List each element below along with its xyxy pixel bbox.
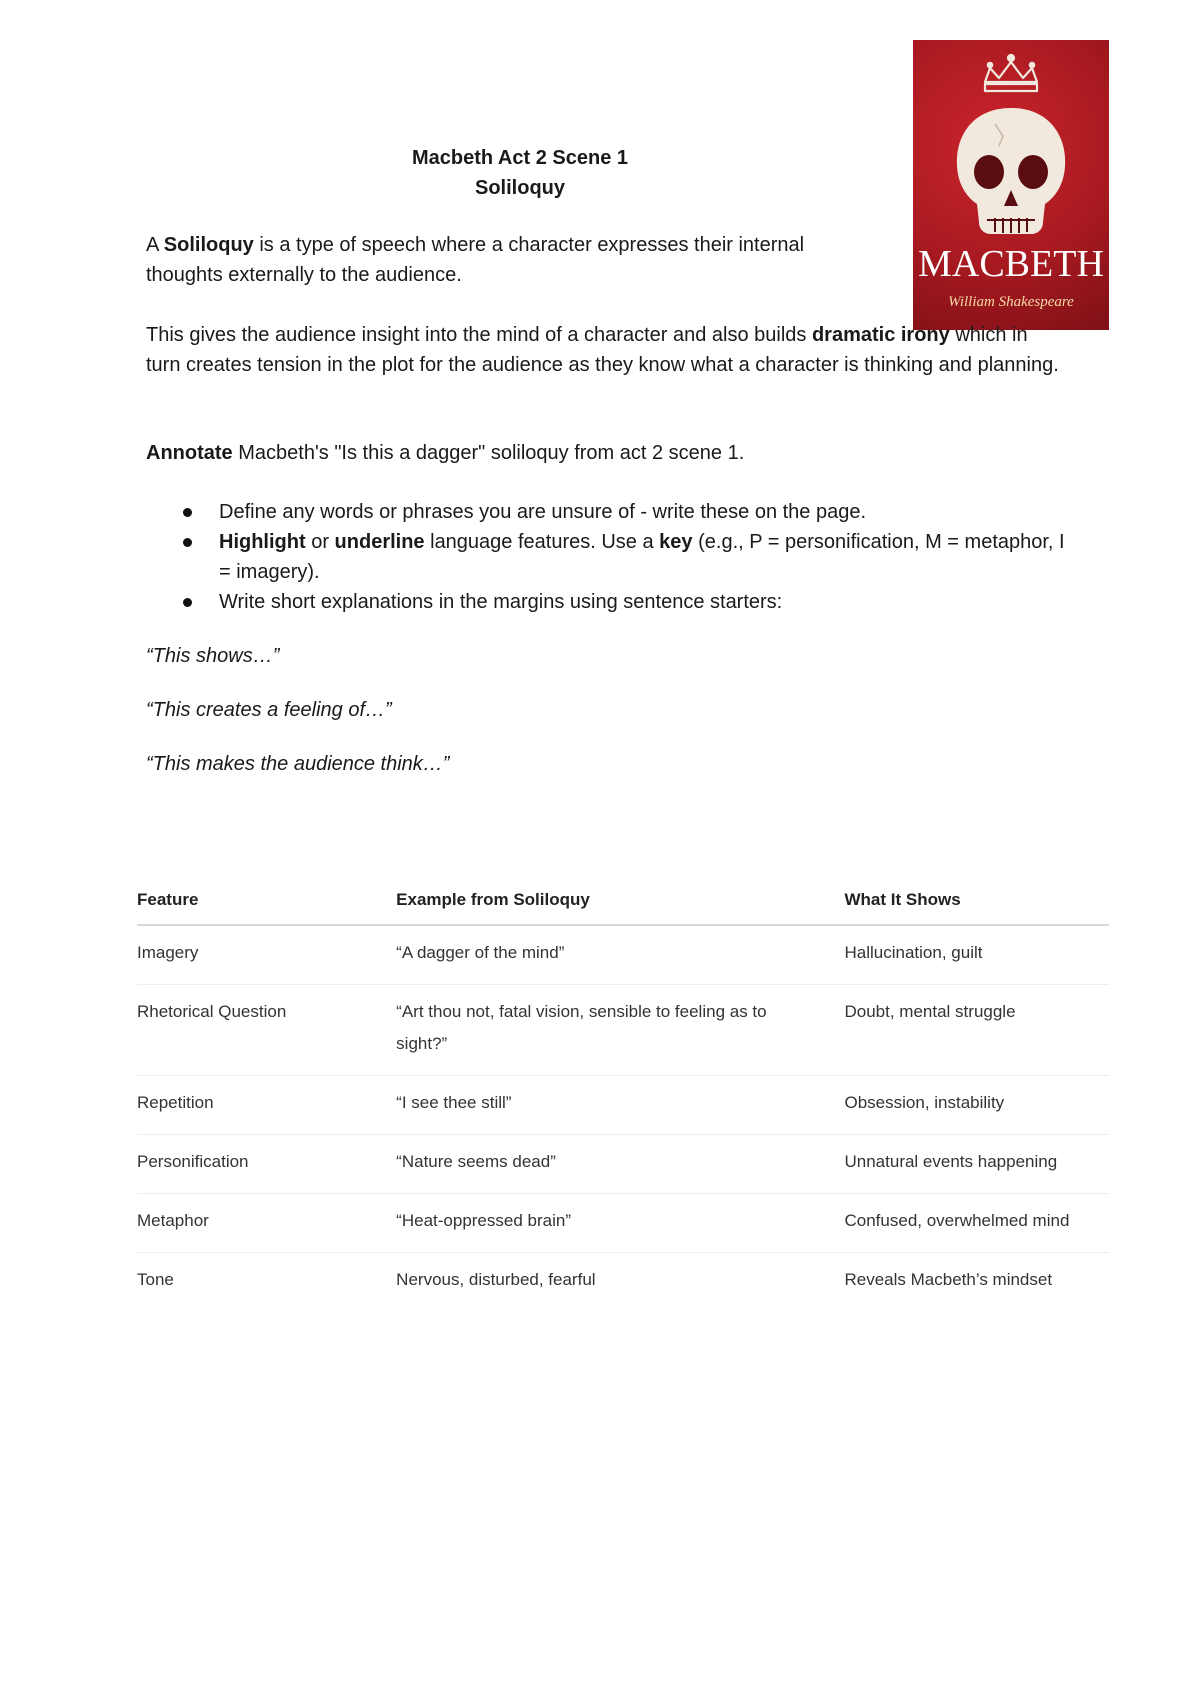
cover-title: MACBETH [918,243,1104,285]
sentence-starter: “This shows…” [146,645,280,667]
list-item [146,527,1066,587]
table-cell: Doubt, mental struggle [845,985,1110,1076]
cover-author: William Shakespeare [948,294,1074,310]
page-subtitle: Soliloquy [475,177,565,199]
table-cell: Rhetorical Question [137,985,396,1076]
text-span: Define any words or phrases you are unsure of - write these on the page. [219,501,867,523]
instruction-list [146,497,1066,617]
bold-term-annotate: Annotate [146,442,233,464]
table-cell: Hallucination, guilt [845,925,1110,985]
text-span: A [146,234,164,256]
text-span: Write short explanations in the margins using sentence starters: [219,591,783,613]
table-cell: Repetition [137,1076,396,1135]
table-cell: “I see thee still” [396,1076,844,1135]
table-cell: “A dagger of the mind” [396,925,844,985]
text-span: (e.g., P = personification, M = metaphor, I = imagery). [219,531,1065,583]
table-row [137,925,1109,985]
table-cell: “Art thou not, fatal vision, sensible to feeling as to sight?” [396,985,844,1076]
column-header: Feature [137,876,396,925]
table-header-row [137,876,1109,925]
sentence-starter: “This makes the audience think…” [146,753,450,775]
table-row [137,1194,1109,1253]
table-cell: “Nature seems dead” [396,1135,844,1194]
features-table [137,876,1109,1311]
table-cell: Confused, overwhelmed mind [845,1194,1110,1253]
table-cell: Tone [137,1270,174,1289]
bold-term-dramatic-irony: dramatic irony [811,324,950,346]
dramatic-irony-paragraph [146,320,1066,380]
annotate-instruction [146,438,1066,468]
table-row [137,985,1109,1076]
list-item [146,497,1066,527]
bold-term-highlight: Highlight [219,531,306,553]
cover-art [913,40,1109,330]
bold-term-key: key [659,531,693,553]
table-cell: Metaphor [137,1194,396,1253]
soliloquy-definition [146,230,886,290]
sentence-starter: “This creates a feeling of…” [146,699,392,721]
text-span: Macbeth's "Is this a dagger" soliloquy from act 2 scene 1. [232,442,745,464]
text-span: is a type of speech where a character expresses their internal thoughts externally to the audience. [146,234,805,286]
table-cell: Unnatural events happening [845,1135,1110,1194]
page-title: Macbeth Act 2 Scene 1 [411,147,628,169]
table-cell: Obsession, instability [845,1076,1110,1135]
table-cell: “Heat-oppressed brain” [396,1194,844,1253]
table-cell: Imagery [137,925,396,985]
table-row [137,1135,1109,1194]
bold-term-underline: underline [334,531,425,553]
skull-icon [957,108,1065,234]
table-cell: Nervous, disturbed, fearful [396,1270,596,1289]
bold-term-soliloquy: Soliloquy [163,234,254,256]
table-cell: Reveals Macbeth’s mindset [844,1270,1053,1289]
table-row [137,1253,1109,1312]
crown-icon [985,55,1037,91]
book-cover-image [913,40,1109,330]
column-header: What It Shows [845,876,1110,925]
table-row [137,1076,1109,1135]
title-block [0,143,1040,203]
table-cell: Personification [137,1135,396,1194]
text-span: which in turn creates tension in the plot for the audience as they know what a character is thinking and planning. [146,324,1059,376]
column-header: Example from Soliloquy [396,876,844,925]
text-span: language features. Use a [424,531,660,553]
text-span: or [305,531,335,553]
text-span: This gives the audience insight into the mind of a character and also builds [146,324,812,346]
list-item [146,587,1066,617]
